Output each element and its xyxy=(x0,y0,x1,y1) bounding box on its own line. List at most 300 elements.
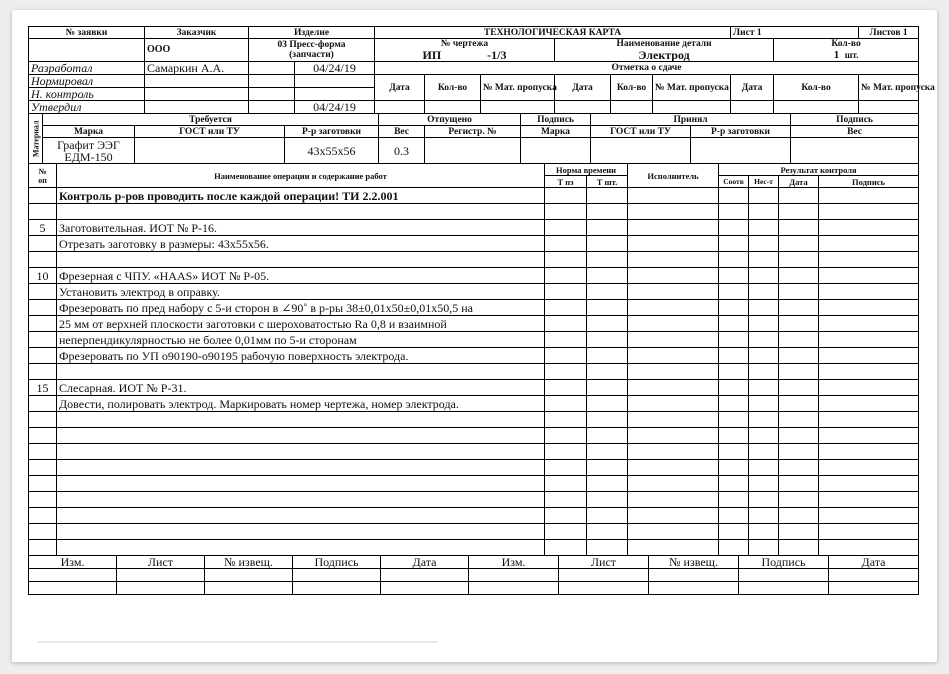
operation-cell xyxy=(719,220,749,236)
footer-notice-2: № извещ. xyxy=(649,556,739,569)
developed-name: Самаркин А.А. xyxy=(145,62,249,75)
brand-label: Марка xyxy=(43,126,135,138)
product-value-line-1: 03 Пресс-форма xyxy=(277,40,346,50)
operation-cell xyxy=(779,300,819,316)
weight-label: Вес xyxy=(379,126,425,138)
product-value xyxy=(249,39,375,62)
sheet-number: Лист 1 xyxy=(731,27,859,39)
operation-cell xyxy=(719,268,749,284)
operation-cell xyxy=(819,524,919,540)
operation-cell xyxy=(819,188,919,204)
operation-cell xyxy=(749,492,779,508)
drawing-no-suffix: -1/3 xyxy=(487,48,507,62)
operation-cell xyxy=(545,316,587,332)
blank-size-label: Р-р заготовки xyxy=(285,126,379,138)
operation-cell xyxy=(587,412,628,428)
delivery-date-2: Дата xyxy=(555,75,611,101)
delivery-date-1: Дата xyxy=(375,75,425,101)
operation-cell xyxy=(749,316,779,332)
operation-cell xyxy=(587,540,628,556)
approved-label: Утвердил xyxy=(29,101,145,114)
time-norm-header: Норма времени xyxy=(545,164,628,176)
conform-header: Соотв xyxy=(719,176,749,188)
delivery-qty-2: Кол-во xyxy=(611,75,653,101)
operation-text: Довести, полировать электрод. Маркировать номер чертежа, номер электрода. xyxy=(57,396,545,412)
operation-cell xyxy=(587,252,628,268)
faded-footer-line xyxy=(38,641,438,643)
operation-cell xyxy=(719,524,749,540)
operation-cell xyxy=(545,460,587,476)
control-date-header: Дата xyxy=(779,176,819,188)
operation-row xyxy=(29,268,919,284)
weight-label-2: Вес xyxy=(791,126,919,138)
op-no-header xyxy=(29,164,57,188)
delivery-qty-1: Кол-во xyxy=(425,75,481,101)
operation-number xyxy=(29,396,57,412)
col-order-no: № заявки xyxy=(29,27,145,39)
operation-cell xyxy=(587,284,628,300)
operation-cell xyxy=(545,508,587,524)
operation-number xyxy=(29,492,57,508)
blank-size-label-2: Р-р заготовки xyxy=(691,126,791,138)
delivery-pass-3: № Мат. пропуска xyxy=(859,75,919,101)
op-no-header-line-2: оп xyxy=(38,175,47,185)
operation-cell xyxy=(779,348,819,364)
sheets-total: Листов 1 xyxy=(859,27,919,39)
operation-cell xyxy=(628,188,719,204)
operation-cell xyxy=(749,460,779,476)
operation-text: 25 мм от верхней плоскости заготовки с шероховатостью Ra 0,8 и взаимной xyxy=(57,316,545,332)
footer-notice-1: № извещ. xyxy=(205,556,293,569)
operation-text: Фрезерная с ЧПУ. «HAAS» ИОТ № Р-05. xyxy=(57,268,545,284)
operation-row xyxy=(29,540,919,556)
operation-cell xyxy=(749,284,779,300)
operation-cell xyxy=(749,380,779,396)
operation-text xyxy=(57,252,545,268)
operation-cell xyxy=(545,268,587,284)
col-product: Изделие xyxy=(249,27,375,39)
operation-cell xyxy=(819,540,919,556)
operation-row xyxy=(29,428,919,444)
operation-text: Фрезеровать по пред набору с 5-и сторон в ∠90˚ в р-ры 38±0,01x50±0,01x50,5 на xyxy=(57,300,545,316)
operation-cell xyxy=(545,492,587,508)
operation-cell xyxy=(719,428,749,444)
operation-row xyxy=(29,204,919,220)
operation-row xyxy=(29,300,919,316)
operation-cell xyxy=(819,476,919,492)
operation-row xyxy=(29,524,919,540)
operation-row xyxy=(29,236,919,252)
operation-text: Отрезать заготовку в размеры: 43x55x56. xyxy=(57,236,545,252)
operation-cell xyxy=(719,252,749,268)
operation-cell xyxy=(628,268,719,284)
operation-cell xyxy=(779,220,819,236)
operation-cell xyxy=(749,204,779,220)
operation-number: 5 xyxy=(29,220,57,236)
operation-text xyxy=(57,492,545,508)
operation-cell xyxy=(587,476,628,492)
operation-cell xyxy=(628,284,719,300)
material-table xyxy=(28,113,919,164)
operation-number xyxy=(29,428,57,444)
operation-cell xyxy=(719,348,749,364)
operation-cell xyxy=(719,332,749,348)
doc-title: ТЕХНОЛОГИЧЕСКАЯ КАРТА xyxy=(375,27,731,39)
operation-cell xyxy=(628,380,719,396)
delivery-date-3: Дата xyxy=(731,75,774,101)
operation-cell xyxy=(545,428,587,444)
operation-cell xyxy=(719,204,749,220)
quantity xyxy=(774,39,919,62)
operation-cell xyxy=(819,284,919,300)
operation-cell xyxy=(719,284,749,300)
operation-row xyxy=(29,316,919,332)
executor-header: Исполнитель xyxy=(628,164,719,188)
operation-cell xyxy=(587,300,628,316)
operation-cell xyxy=(779,236,819,252)
operation-cell xyxy=(628,236,719,252)
operation-cell xyxy=(749,476,779,492)
operation-cell xyxy=(779,204,819,220)
operation-text xyxy=(57,412,545,428)
operation-cell xyxy=(749,236,779,252)
operation-row xyxy=(29,492,919,508)
order-no-value xyxy=(29,39,145,62)
operation-cell xyxy=(779,540,819,556)
delivery-qty-3: Кол-во xyxy=(774,75,859,101)
operation-cell xyxy=(779,364,819,380)
operation-cell xyxy=(719,476,749,492)
part-name xyxy=(555,39,774,62)
operation-cell xyxy=(779,428,819,444)
product-value-line-2: (запчасти) xyxy=(289,50,334,60)
accepted-label: Принял xyxy=(591,114,791,126)
operation-cell xyxy=(587,428,628,444)
footer-sheet-1: Лист xyxy=(117,556,205,569)
operations-table xyxy=(28,163,919,556)
operation-cell xyxy=(749,364,779,380)
operation-number: 15 xyxy=(29,380,57,396)
operation-cell xyxy=(719,396,749,412)
qty-unit: шт. xyxy=(844,50,859,60)
operation-cell xyxy=(749,508,779,524)
operation-cell xyxy=(628,220,719,236)
operation-number xyxy=(29,524,57,540)
operation-cell xyxy=(719,364,749,380)
operation-cell xyxy=(587,188,628,204)
developed-label: Разработал xyxy=(29,62,145,75)
operation-cell xyxy=(819,380,919,396)
gost-label: ГОСТ или ТУ xyxy=(135,126,285,138)
op-no-header-line-1: № xyxy=(38,166,47,176)
operation-cell xyxy=(819,332,919,348)
operation-row xyxy=(29,348,919,364)
operation-cell xyxy=(628,396,719,412)
normcontrol-label: Нормировал xyxy=(29,75,145,88)
tpz-header: Т пз xyxy=(545,176,587,188)
n-control-label: Н. контроль xyxy=(29,88,145,101)
operation-cell xyxy=(587,332,628,348)
operation-cell xyxy=(628,444,719,460)
operation-cell xyxy=(545,252,587,268)
operation-cell xyxy=(779,476,819,492)
operation-cell xyxy=(587,236,628,252)
operation-cell xyxy=(819,492,919,508)
operation-cell xyxy=(545,348,587,364)
operation-text: Заготовительная. ИОТ № Р-16. xyxy=(57,220,545,236)
operation-cell xyxy=(779,188,819,204)
operation-cell xyxy=(587,316,628,332)
operation-cell xyxy=(819,508,919,524)
qty-label: Кол-во xyxy=(831,39,861,49)
operation-cell xyxy=(779,492,819,508)
operation-cell xyxy=(819,204,919,220)
developed-date: 04/24/19 xyxy=(295,62,375,75)
operation-cell xyxy=(719,508,749,524)
operation-number xyxy=(29,204,57,220)
operation-cell xyxy=(749,540,779,556)
delivery-mark: Отметка о сдаче xyxy=(375,62,919,75)
operation-cell xyxy=(819,428,919,444)
operation-cell xyxy=(587,444,628,460)
operation-cell xyxy=(587,460,628,476)
operation-cell xyxy=(749,220,779,236)
operation-cell xyxy=(779,284,819,300)
part-name-label: Наименование детали xyxy=(616,39,712,49)
operation-cell xyxy=(545,476,587,492)
operation-number xyxy=(29,300,57,316)
operation-row xyxy=(29,284,919,300)
operation-cell xyxy=(779,316,819,332)
operation-cell xyxy=(587,380,628,396)
drawing-no xyxy=(375,39,555,62)
nonconform-header: Нес-т xyxy=(749,176,779,188)
brand-value xyxy=(43,138,135,164)
operation-number xyxy=(29,540,57,556)
operation-row xyxy=(29,476,919,492)
operation-cell xyxy=(628,204,719,220)
operation-cell xyxy=(779,508,819,524)
operation-number xyxy=(29,364,57,380)
operation-cell xyxy=(819,412,919,428)
operation-cell xyxy=(719,316,749,332)
operation-cell xyxy=(628,252,719,268)
operation-cell xyxy=(749,428,779,444)
material-side-label: Материал xyxy=(29,114,43,164)
operation-row xyxy=(29,412,919,428)
operation-cell xyxy=(587,492,628,508)
operation-cell xyxy=(719,492,749,508)
operation-cell xyxy=(819,236,919,252)
tsht-header: Т шт. xyxy=(587,176,628,188)
operation-number xyxy=(29,332,57,348)
operation-cell xyxy=(545,540,587,556)
drawing-no-prefix: ИП xyxy=(422,48,442,62)
released-signature-label: Подпись xyxy=(521,114,591,126)
operation-row xyxy=(29,220,919,236)
operation-number xyxy=(29,476,57,492)
operation-text xyxy=(57,460,545,476)
footer-date-1: Дата xyxy=(381,556,469,569)
control-result-header: Результат контроля xyxy=(719,164,919,176)
operation-row xyxy=(29,396,919,412)
operation-row xyxy=(29,460,919,476)
footer-date-2: Дата xyxy=(829,556,919,569)
accepted-signature-label: Подпись xyxy=(791,114,919,126)
operation-cell xyxy=(545,332,587,348)
footer-change-1: Изм. xyxy=(29,556,117,569)
operation-cell xyxy=(587,364,628,380)
operation-cell xyxy=(819,252,919,268)
header-table xyxy=(28,26,935,114)
operation-cell xyxy=(719,236,749,252)
operation-cell xyxy=(545,236,587,252)
operation-cell xyxy=(545,412,587,428)
operation-cell xyxy=(719,540,749,556)
operation-cell xyxy=(749,348,779,364)
weight-value: 0.3 xyxy=(379,138,425,164)
operation-cell xyxy=(587,396,628,412)
operation-cell xyxy=(779,444,819,460)
operation-cell xyxy=(749,524,779,540)
operation-cell xyxy=(819,316,919,332)
operation-cell xyxy=(719,188,749,204)
operation-cell xyxy=(545,524,587,540)
operation-cell xyxy=(779,380,819,396)
operation-cell xyxy=(719,460,749,476)
operation-row xyxy=(29,188,919,204)
operation-number xyxy=(29,188,57,204)
operation-cell xyxy=(587,508,628,524)
operation-text xyxy=(57,540,545,556)
operation-cell xyxy=(819,460,919,476)
operation-cell xyxy=(779,460,819,476)
operation-cell xyxy=(749,300,779,316)
operation-number xyxy=(29,444,57,460)
released-label: Отпущено xyxy=(379,114,521,126)
operation-cell xyxy=(628,540,719,556)
operation-cell xyxy=(749,444,779,460)
operation-text xyxy=(57,476,545,492)
operation-cell xyxy=(587,220,628,236)
operation-cell xyxy=(749,412,779,428)
operation-text xyxy=(57,508,545,524)
operation-cell xyxy=(749,252,779,268)
operation-row xyxy=(29,364,919,380)
operation-cell xyxy=(749,188,779,204)
operation-row xyxy=(29,332,919,348)
drawing-no-label: № чертежа xyxy=(440,39,489,49)
operation-cell xyxy=(749,332,779,348)
brand-value-line-2: ЕДМ-150 xyxy=(64,149,113,164)
operation-cell xyxy=(628,332,719,348)
delivery-pass-2: № Мат. пропуска xyxy=(653,75,731,101)
operation-cell xyxy=(819,268,919,284)
operation-cell xyxy=(545,204,587,220)
operation-cell xyxy=(819,300,919,316)
operation-cell xyxy=(628,524,719,540)
footer-change-2: Изм. xyxy=(469,556,559,569)
required-label: Требуется xyxy=(43,114,379,126)
brand-label-2: Марка xyxy=(521,126,591,138)
operation-number xyxy=(29,460,57,476)
operation-cell xyxy=(545,444,587,460)
operation-cell xyxy=(628,428,719,444)
operation-cell xyxy=(628,364,719,380)
operation-row xyxy=(29,252,919,268)
delivery-pass-1: № Мат. пропуска xyxy=(481,75,555,101)
footer-sheet-2: Лист xyxy=(559,556,649,569)
operation-cell xyxy=(628,492,719,508)
operation-cell xyxy=(545,380,587,396)
operation-cell xyxy=(628,348,719,364)
tech-card xyxy=(28,26,935,595)
operation-cell xyxy=(819,364,919,380)
operation-cell xyxy=(587,524,628,540)
operation-cell xyxy=(779,332,819,348)
operation-cell xyxy=(628,460,719,476)
operation-cell xyxy=(819,396,919,412)
operation-text: неперпендикулярностью не более 0,01мм по 5-и сторонам xyxy=(57,332,545,348)
operation-cell xyxy=(719,412,749,428)
operation-row xyxy=(29,444,919,460)
operation-cell xyxy=(749,268,779,284)
footer-signature-2: Подпись xyxy=(739,556,829,569)
operation-text xyxy=(57,524,545,540)
blank-size-value: 43x55x56 xyxy=(285,138,379,164)
operation-number xyxy=(29,236,57,252)
operation-cell xyxy=(545,220,587,236)
operation-cell xyxy=(719,300,749,316)
operation-text xyxy=(57,204,545,220)
qty-value: 1 xyxy=(833,49,840,61)
operation-text xyxy=(57,364,545,380)
operation-cell xyxy=(545,284,587,300)
operation-cell xyxy=(628,508,719,524)
operation-number xyxy=(29,412,57,428)
operation-cell xyxy=(545,364,587,380)
op-name-header: Наименование операции и содержание работ xyxy=(57,164,545,188)
operation-cell xyxy=(587,348,628,364)
operation-cell xyxy=(719,444,749,460)
approved-date: 04/24/19 xyxy=(295,101,375,114)
operation-cell xyxy=(779,524,819,540)
operation-number xyxy=(29,252,57,268)
operation-cell xyxy=(545,188,587,204)
operation-cell xyxy=(545,396,587,412)
operation-cell xyxy=(628,476,719,492)
customer-value: ООО xyxy=(145,39,249,62)
operation-text: Фрезеровать по УП о90190-о90195 рабочую поверхность электрода. xyxy=(57,348,545,364)
operation-cell xyxy=(779,268,819,284)
operation-cell xyxy=(587,204,628,220)
operation-number xyxy=(29,316,57,332)
operation-cell xyxy=(819,444,919,460)
operation-number xyxy=(29,508,57,524)
operation-cell xyxy=(779,412,819,428)
operation-cell xyxy=(628,412,719,428)
operation-cell xyxy=(719,380,749,396)
operation-cell xyxy=(545,300,587,316)
operation-number xyxy=(29,284,57,300)
operation-cell xyxy=(819,220,919,236)
operation-text xyxy=(57,444,545,460)
operation-text: Установить электрод в оправку. xyxy=(57,284,545,300)
gost-label-2: ГОСТ или ТУ xyxy=(591,126,691,138)
part-name-value: Электрод xyxy=(638,48,690,62)
operation-cell xyxy=(587,268,628,284)
footer-table xyxy=(28,555,919,595)
